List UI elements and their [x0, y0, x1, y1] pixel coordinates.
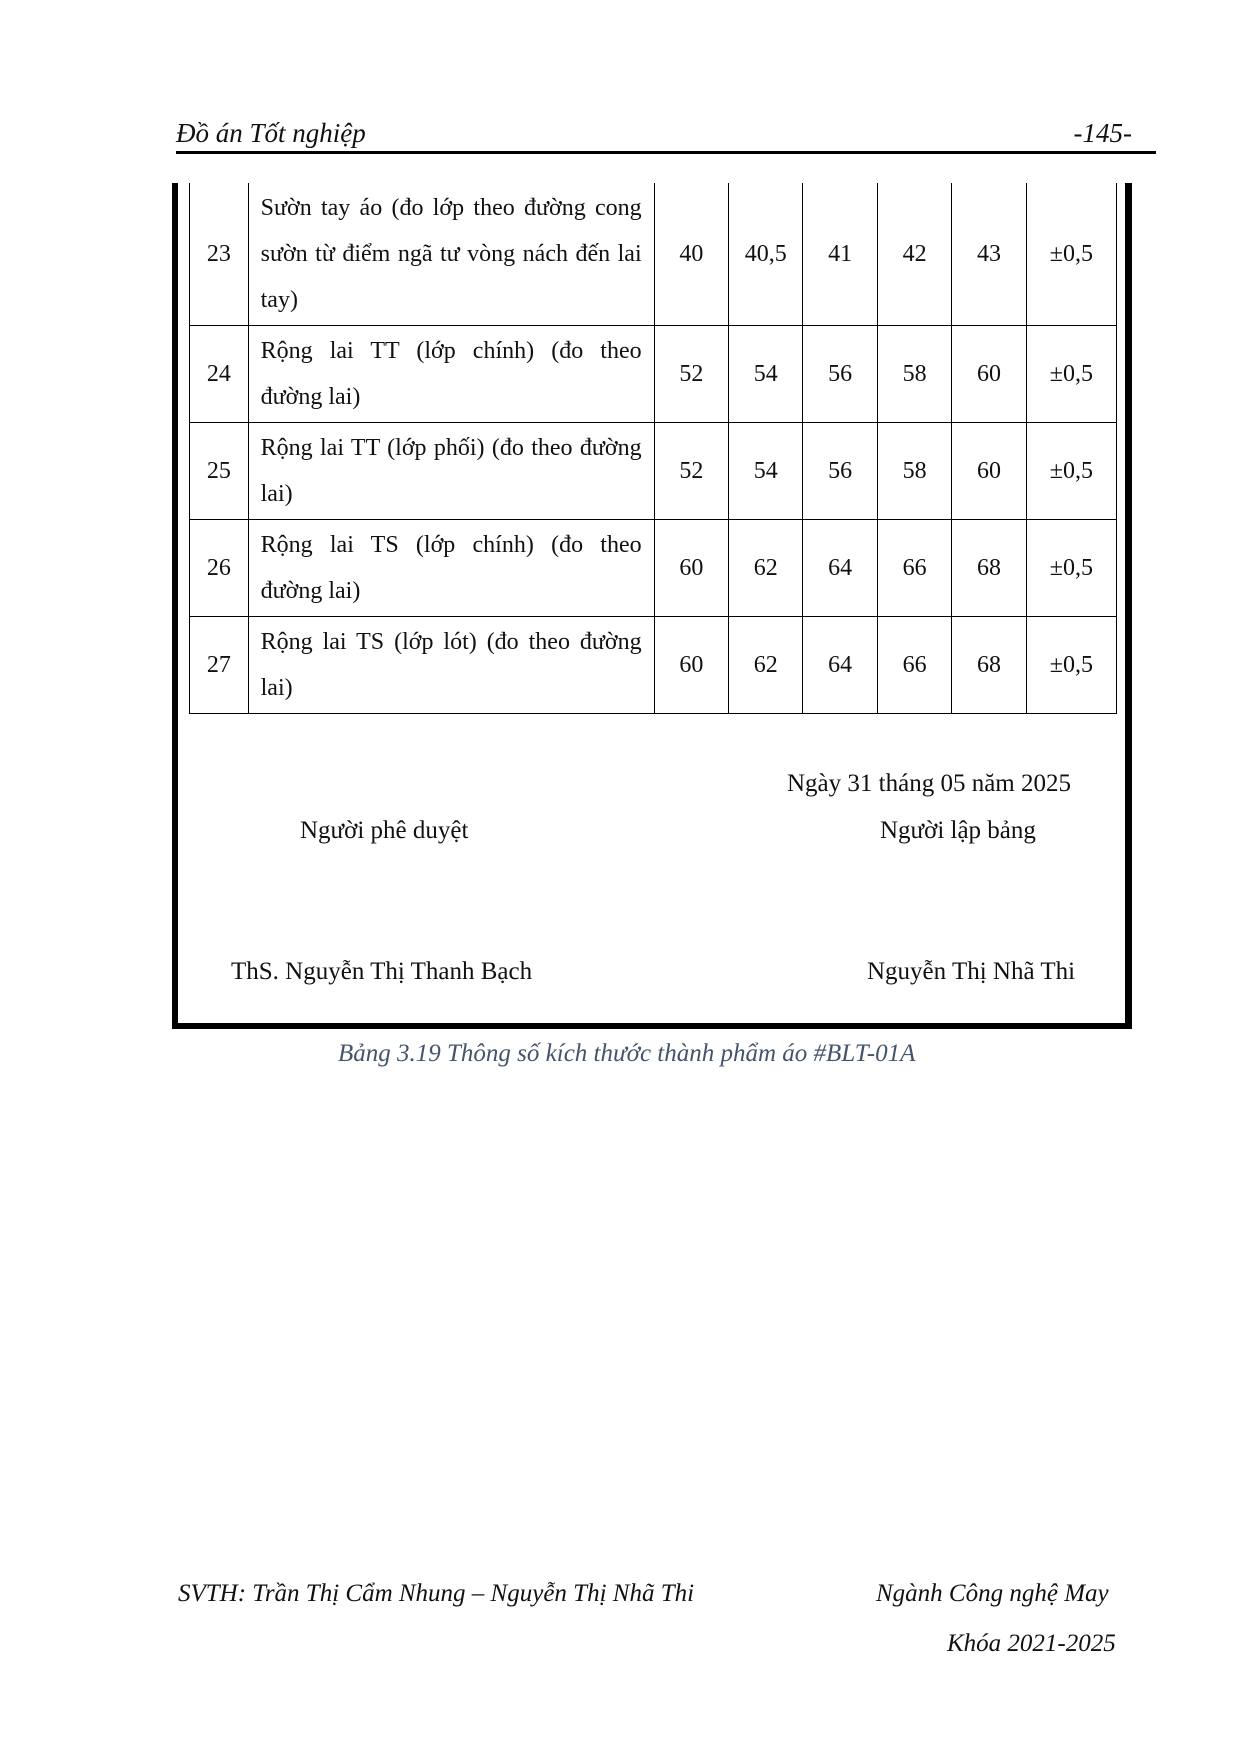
- row-number: 27: [190, 617, 249, 714]
- page-number: -145-: [1073, 118, 1132, 148]
- table-row: [190, 520, 1117, 617]
- row-number: 25: [190, 423, 249, 520]
- row-description: Rộng lai TT (lớp phối) (đo theo đường lai): [248, 423, 654, 520]
- size-1-value: 60: [654, 520, 728, 617]
- size-2-value: 54: [729, 326, 803, 423]
- measurement-spec-table: [189, 183, 1117, 714]
- row-description: Rộng lai TS (lớp lót) (đo theo đường lai): [248, 617, 654, 714]
- table-maker-label: Người lập bảng: [880, 817, 1036, 844]
- tolerance-value: ±0,5: [1026, 617, 1116, 714]
- row-description: Rộng lai TS (lớp chính) (đo theo đường lai): [248, 520, 654, 617]
- row-description: Sườn tay áo (đo lớp theo đường cong sườn từ điểm ngã tư vòng nách đến lai tay): [248, 183, 654, 326]
- table-maker-name: Nguyễn Thị Nhã Thi: [867, 958, 1076, 985]
- size-2-value: 40,5: [729, 183, 803, 326]
- size-1-value: 60: [654, 617, 728, 714]
- row-number: 26: [190, 520, 249, 617]
- size-4-value: 58: [877, 326, 951, 423]
- row-number: 24: [190, 326, 249, 423]
- size-4-value: 66: [877, 617, 951, 714]
- approver-label: Người phê duyệt: [300, 817, 469, 844]
- size-4-value: 66: [877, 520, 951, 617]
- size-3-value: 41: [803, 183, 877, 326]
- size-5-value: 68: [952, 520, 1026, 617]
- size-3-value: 56: [803, 326, 877, 423]
- size-1-value: 52: [654, 423, 728, 520]
- size-5-value: 60: [952, 423, 1026, 520]
- size-5-value: 60: [952, 326, 1026, 423]
- size-1-value: 40: [654, 183, 728, 326]
- size-5-value: 43: [952, 183, 1026, 326]
- table-row: [190, 423, 1117, 520]
- table-caption: Bảng 3.19 Thông số kích thước thành phẩm áo #BLT-01A: [338, 1040, 916, 1067]
- tolerance-value: ±0,5: [1026, 423, 1116, 520]
- signing-date: Ngày 31 tháng 05 năm 2025: [787, 770, 1071, 797]
- size-3-value: 56: [803, 423, 877, 520]
- table-row: [190, 326, 1117, 423]
- row-number: 23: [190, 183, 249, 326]
- size-2-value: 62: [729, 520, 803, 617]
- tolerance-value: ±0,5: [1026, 326, 1116, 423]
- table-row: [190, 183, 1117, 326]
- tolerance-value: ±0,5: [1026, 520, 1116, 617]
- footer-students: SVTH: Trần Thị Cẩm Nhung – Nguyễn Thị Nhã Thi: [178, 1580, 695, 1607]
- size-3-value: 64: [803, 520, 877, 617]
- row-description: Rộng lai TT (lớp chính) (đo theo đường lai): [248, 326, 654, 423]
- size-2-value: 62: [729, 617, 803, 714]
- size-5-value: 68: [952, 617, 1026, 714]
- size-2-value: 54: [729, 423, 803, 520]
- tolerance-value: ±0,5: [1026, 183, 1116, 326]
- document-title: Đồ án Tốt nghiệp: [176, 118, 366, 148]
- table-row: [190, 617, 1117, 714]
- header-divider: [176, 151, 1156, 154]
- size-3-value: 64: [803, 617, 877, 714]
- footer-major: Ngành Công nghệ May: [876, 1580, 1109, 1607]
- size-4-value: 42: [877, 183, 951, 326]
- approver-name: ThS. Nguyễn Thị Thanh Bạch: [231, 958, 533, 985]
- footer-course: Khóa 2021-2025: [947, 1630, 1116, 1657]
- table-body: [190, 183, 1117, 714]
- size-4-value: 58: [877, 423, 951, 520]
- size-1-value: 52: [654, 326, 728, 423]
- page-header: [176, 118, 1154, 154]
